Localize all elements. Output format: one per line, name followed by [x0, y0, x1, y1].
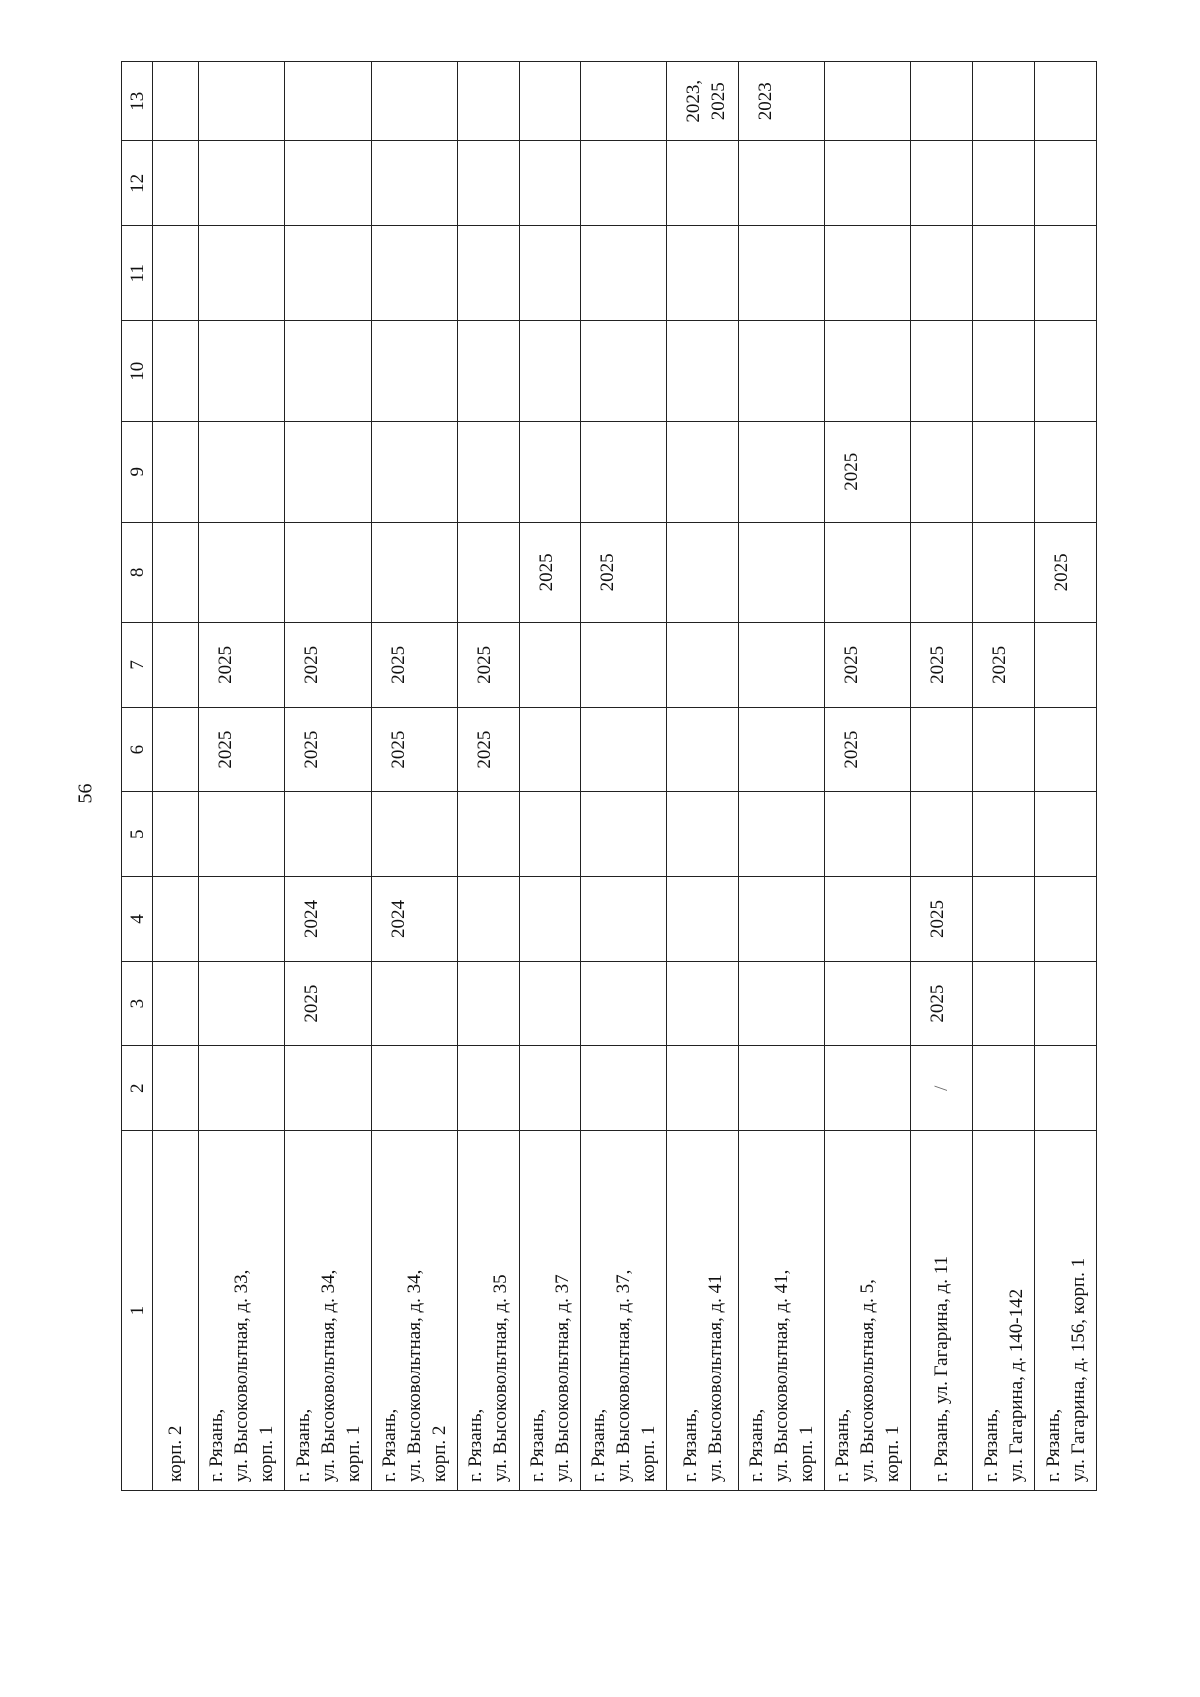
year-cell-col-6 [371, 707, 457, 792]
table-row [825, 62, 911, 1491]
table-row [285, 62, 371, 1491]
schedule-table [121, 61, 1097, 1491]
year-cell-col-12 [973, 141, 1035, 226]
year-cell-col-11 [739, 226, 825, 321]
column-header-8: 8 [122, 522, 153, 623]
table-row [153, 62, 199, 1491]
year-cell-col-2 [285, 1046, 371, 1131]
column-header-3: 3 [122, 961, 153, 1046]
year-value: 2024 [387, 899, 409, 938]
year-cell-col-10 [285, 321, 371, 422]
address-cell [519, 1131, 581, 1491]
address-cell [581, 1131, 667, 1491]
year-cell-col-7 [973, 623, 1035, 708]
table-row [1035, 62, 1097, 1491]
year-cell-col-9 [457, 421, 519, 522]
year-cell-col-9 [973, 421, 1035, 522]
year-cell-col-12 [371, 141, 457, 226]
year-cell-col-3 [973, 961, 1035, 1046]
year-cell-col-5 [457, 792, 519, 877]
address-text: г. Рязань, ул. Высоковольтная, д. 37 [526, 1274, 573, 1482]
year-value: 2025 [597, 553, 619, 592]
year-cell-col-12 [667, 141, 739, 226]
year-cell-col-9 [1035, 421, 1097, 522]
year-cell-col-13 [667, 62, 739, 142]
column-header-4: 4 [122, 877, 153, 962]
year-cell-col-7 [581, 623, 667, 708]
year-cell-col-8 [667, 522, 739, 623]
year-cell-col-12 [1035, 141, 1097, 226]
year-cell-col-10 [1035, 321, 1097, 422]
year-cell-col-4 [973, 877, 1035, 962]
year-cell-col-2 [667, 1046, 739, 1131]
year-cell-col-6 [973, 707, 1035, 792]
year-cell-col-13 [973, 62, 1035, 142]
year-value: 2025 [301, 730, 323, 769]
year-cell-col-2 [199, 1046, 285, 1131]
year-cell-col-2 [519, 1046, 581, 1131]
year-cell-col-2 [371, 1046, 457, 1131]
year-cell-col-8 [739, 522, 825, 623]
year-cell-col-10 [667, 321, 739, 422]
year-cell-col-13 [581, 62, 667, 142]
year-cell-col-12 [199, 141, 285, 226]
address-cell [153, 1131, 199, 1491]
year-cell-col-5 [825, 792, 911, 877]
column-header-9: 9 [122, 421, 153, 522]
year-cell-col-9 [667, 421, 739, 522]
year-cell-col-12 [285, 141, 371, 226]
column-header-6: 6 [122, 707, 153, 792]
year-cell-col-13 [519, 62, 581, 142]
year-cell-col-11 [285, 226, 371, 321]
year-cell-col-13 [739, 62, 825, 142]
column-header-12: 12 [122, 141, 153, 226]
address-cell [911, 1131, 973, 1491]
address-cell [199, 1131, 285, 1491]
year-cell-col-12 [825, 141, 911, 226]
year-cell-col-10 [371, 321, 457, 422]
year-value: 2025 [927, 984, 949, 1023]
column-header-2: 2 [122, 1046, 153, 1131]
address-cell [1035, 1131, 1097, 1491]
year-cell-col-2 [581, 1046, 667, 1131]
table-row [739, 62, 825, 1491]
year-cell-col-9 [199, 421, 285, 522]
year-cell-col-6 [581, 707, 667, 792]
year-value: 2025 [215, 645, 237, 684]
year-cell-col-3 [667, 961, 739, 1046]
year-cell-col-4 [825, 877, 911, 962]
year-cell-col-8 [457, 522, 519, 623]
table-row [581, 62, 667, 1491]
year-value: 2025 [989, 645, 1011, 684]
address-cell [973, 1131, 1035, 1491]
year-cell-col-10 [519, 321, 581, 422]
year-cell-col-11 [371, 226, 457, 321]
year-cell-col-6 [153, 707, 199, 792]
year-cell-col-5 [739, 792, 825, 877]
year-cell-col-6 [911, 707, 973, 792]
year-cell-col-12 [581, 141, 667, 226]
year-cell-col-11 [973, 226, 1035, 321]
year-value: 2025 [473, 730, 495, 769]
table-row [667, 62, 739, 1491]
year-value: 2025 [301, 984, 323, 1023]
year-value: 2025 [927, 645, 949, 684]
year-cell-col-6 [739, 707, 825, 792]
year-cell-col-6 [825, 707, 911, 792]
year-value: 2025 [535, 553, 557, 592]
year-cell-col-6 [457, 707, 519, 792]
address-text: г. Рязань, ул. Высоковольтная, д. 5, корп. 1 [832, 1279, 904, 1482]
year-cell-col-4 [153, 877, 199, 962]
year-cell-col-4 [911, 877, 973, 962]
column-header-5: 5 [122, 792, 153, 877]
year-cell-col-9 [911, 421, 973, 522]
address-text: корп. 2 [165, 1425, 187, 1482]
year-cell-col-9 [153, 421, 199, 522]
year-cell-col-6 [285, 707, 371, 792]
year-cell-col-10 [581, 321, 667, 422]
year-cell-col-12 [153, 141, 199, 226]
year-cell-col-10 [911, 321, 973, 422]
year-cell-col-13 [199, 62, 285, 142]
address-text: г. Рязань, ул. Высоковольтная, д. 34, корп. 2 [378, 1269, 450, 1482]
year-cell-col-12 [739, 141, 825, 226]
year-cell-col-13 [153, 62, 199, 142]
year-cell-col-5 [581, 792, 667, 877]
address-cell [457, 1131, 519, 1491]
year-cell-col-8 [519, 522, 581, 623]
table-body [153, 62, 1097, 1491]
year-cell-col-9 [825, 421, 911, 522]
year-value: 2024 [301, 899, 323, 938]
address-text: г. Рязань, ул. Гагарина, д. 156, корп. 1 [1042, 1257, 1089, 1482]
year-cell-col-4 [667, 877, 739, 962]
year-value: 2025 [473, 645, 495, 684]
year-cell-col-10 [199, 321, 285, 422]
year-value: 2025 [387, 730, 409, 769]
year-cell-col-13 [371, 62, 457, 142]
year-cell-col-2 [973, 1046, 1035, 1131]
year-value: / [931, 1085, 953, 1091]
year-cell-col-8 [825, 522, 911, 623]
year-cell-col-5 [667, 792, 739, 877]
year-cell-col-4 [457, 877, 519, 962]
address-cell [285, 1131, 371, 1491]
year-value: 2025 [1051, 553, 1073, 592]
year-value: 2025 [301, 645, 323, 684]
year-cell-col-7 [911, 623, 973, 708]
table-row [519, 62, 581, 1491]
year-cell-col-8 [911, 522, 973, 623]
table-row [973, 62, 1035, 1491]
year-cell-col-2 [457, 1046, 519, 1131]
year-cell-col-7 [371, 623, 457, 708]
year-cell-col-11 [667, 226, 739, 321]
year-cell-col-3 [199, 961, 285, 1046]
year-cell-col-8 [199, 522, 285, 623]
year-cell-col-12 [911, 141, 973, 226]
year-cell-col-3 [739, 961, 825, 1046]
year-cell-col-4 [1035, 877, 1097, 962]
column-header-7: 7 [122, 623, 153, 708]
year-cell-col-8 [973, 522, 1035, 623]
year-cell-col-10 [739, 321, 825, 422]
year-cell-col-3 [581, 961, 667, 1046]
year-cell-col-4 [371, 877, 457, 962]
year-cell-col-2 [153, 1046, 199, 1131]
year-cell-col-11 [825, 226, 911, 321]
year-cell-col-9 [371, 421, 457, 522]
year-cell-col-9 [739, 421, 825, 522]
year-cell-col-11 [199, 226, 285, 321]
year-cell-col-9 [519, 421, 581, 522]
table-container [121, 61, 1097, 1491]
table-row [199, 62, 285, 1491]
year-cell-col-4 [581, 877, 667, 962]
year-cell-col-8 [371, 522, 457, 623]
year-value: 2025 [841, 730, 863, 769]
year-cell-col-4 [199, 877, 285, 962]
year-cell-col-7 [153, 623, 199, 708]
year-cell-col-7 [457, 623, 519, 708]
year-cell-col-13 [911, 62, 973, 142]
address-text: г. Рязань, ул. Высоковольтная, д. 41, корп. 1 [746, 1269, 818, 1482]
year-cell-col-2 [911, 1046, 973, 1131]
year-cell-col-7 [667, 623, 739, 708]
year-value: 2025 [215, 730, 237, 769]
year-cell-col-11 [519, 226, 581, 321]
year-value: 2025 [841, 452, 863, 491]
year-cell-col-4 [519, 877, 581, 962]
year-cell-col-5 [199, 792, 285, 877]
year-cell-col-7 [1035, 623, 1097, 708]
year-cell-col-11 [457, 226, 519, 321]
year-cell-col-11 [1035, 226, 1097, 321]
year-cell-col-10 [153, 321, 199, 422]
header-row [122, 62, 153, 1491]
year-cell-col-8 [153, 522, 199, 623]
column-header-11: 11 [122, 226, 153, 321]
year-cell-col-5 [153, 792, 199, 877]
table-row [371, 62, 457, 1491]
year-cell-col-6 [667, 707, 739, 792]
address-cell [371, 1131, 457, 1491]
year-cell-col-3 [371, 961, 457, 1046]
year-cell-col-8 [581, 522, 667, 623]
year-cell-col-10 [973, 321, 1035, 422]
year-cell-col-9 [581, 421, 667, 522]
year-cell-col-6 [519, 707, 581, 792]
year-cell-col-6 [1035, 707, 1097, 792]
year-cell-col-13 [285, 62, 371, 142]
table-rotation-frame [121, 61, 1097, 1491]
year-cell-col-2 [739, 1046, 825, 1131]
year-value: 2025 [841, 645, 863, 684]
address-text: г. Рязань, ул. Высоковольтная, д. 35 [465, 1274, 512, 1482]
year-cell-col-5 [519, 792, 581, 877]
address-cell [825, 1131, 911, 1491]
year-value: 2025 [927, 899, 949, 938]
address-text: г. Рязань, ул. Высоковольтная, д. 34, корп. 1 [292, 1269, 364, 1482]
year-cell-col-5 [973, 792, 1035, 877]
address-text: г. Рязань, ул. Высоковольтная, д. 37, корп. 1 [588, 1269, 660, 1482]
column-header-1: 1 [122, 1131, 153, 1491]
address-text: г. Рязань, ул. Гагарина, д. 140-142 [980, 1288, 1027, 1482]
year-cell-col-13 [825, 62, 911, 142]
address-text: г. Рязань, ул. Высоковольтная, д. 41 [679, 1274, 726, 1482]
year-value: 2025 [387, 645, 409, 684]
page-number: 56 [74, 783, 97, 804]
year-cell-col-13 [457, 62, 519, 142]
year-cell-col-12 [457, 141, 519, 226]
year-value: 2023, 2025 [683, 79, 730, 123]
year-cell-col-4 [285, 877, 371, 962]
year-cell-col-3 [153, 961, 199, 1046]
year-cell-col-7 [519, 623, 581, 708]
year-cell-col-3 [825, 961, 911, 1046]
year-cell-col-5 [911, 792, 973, 877]
year-cell-col-3 [519, 961, 581, 1046]
address-cell [667, 1131, 739, 1491]
year-cell-col-8 [1035, 522, 1097, 623]
address-text: г. Рязань, ул. Высоковольтная, д. 33, корп. 1 [206, 1269, 278, 1482]
address-cell [739, 1131, 825, 1491]
year-cell-col-3 [911, 961, 973, 1046]
year-cell-col-13 [1035, 62, 1097, 142]
year-cell-col-11 [581, 226, 667, 321]
column-header-13: 13 [122, 62, 153, 142]
year-cell-col-7 [739, 623, 825, 708]
year-cell-col-4 [739, 877, 825, 962]
address-text: г. Рязань, ул. Гагарина, д. 11 [931, 1255, 953, 1482]
year-cell-col-7 [825, 623, 911, 708]
year-cell-col-10 [457, 321, 519, 422]
year-cell-col-5 [1035, 792, 1097, 877]
year-cell-col-8 [285, 522, 371, 623]
table-row [457, 62, 519, 1491]
year-cell-col-7 [285, 623, 371, 708]
year-value: 2023 [755, 82, 777, 121]
year-cell-col-3 [1035, 961, 1097, 1046]
year-cell-col-11 [911, 226, 973, 321]
year-cell-col-5 [371, 792, 457, 877]
year-cell-col-12 [519, 141, 581, 226]
year-cell-col-10 [825, 321, 911, 422]
year-cell-col-7 [199, 623, 285, 708]
year-cell-col-5 [285, 792, 371, 877]
year-cell-col-11 [153, 226, 199, 321]
column-header-10: 10 [122, 321, 153, 422]
table-row [911, 62, 973, 1491]
year-cell-col-3 [457, 961, 519, 1046]
year-cell-col-2 [825, 1046, 911, 1131]
year-cell-col-9 [285, 421, 371, 522]
year-cell-col-6 [199, 707, 285, 792]
year-cell-col-2 [1035, 1046, 1097, 1131]
year-cell-col-3 [285, 961, 371, 1046]
